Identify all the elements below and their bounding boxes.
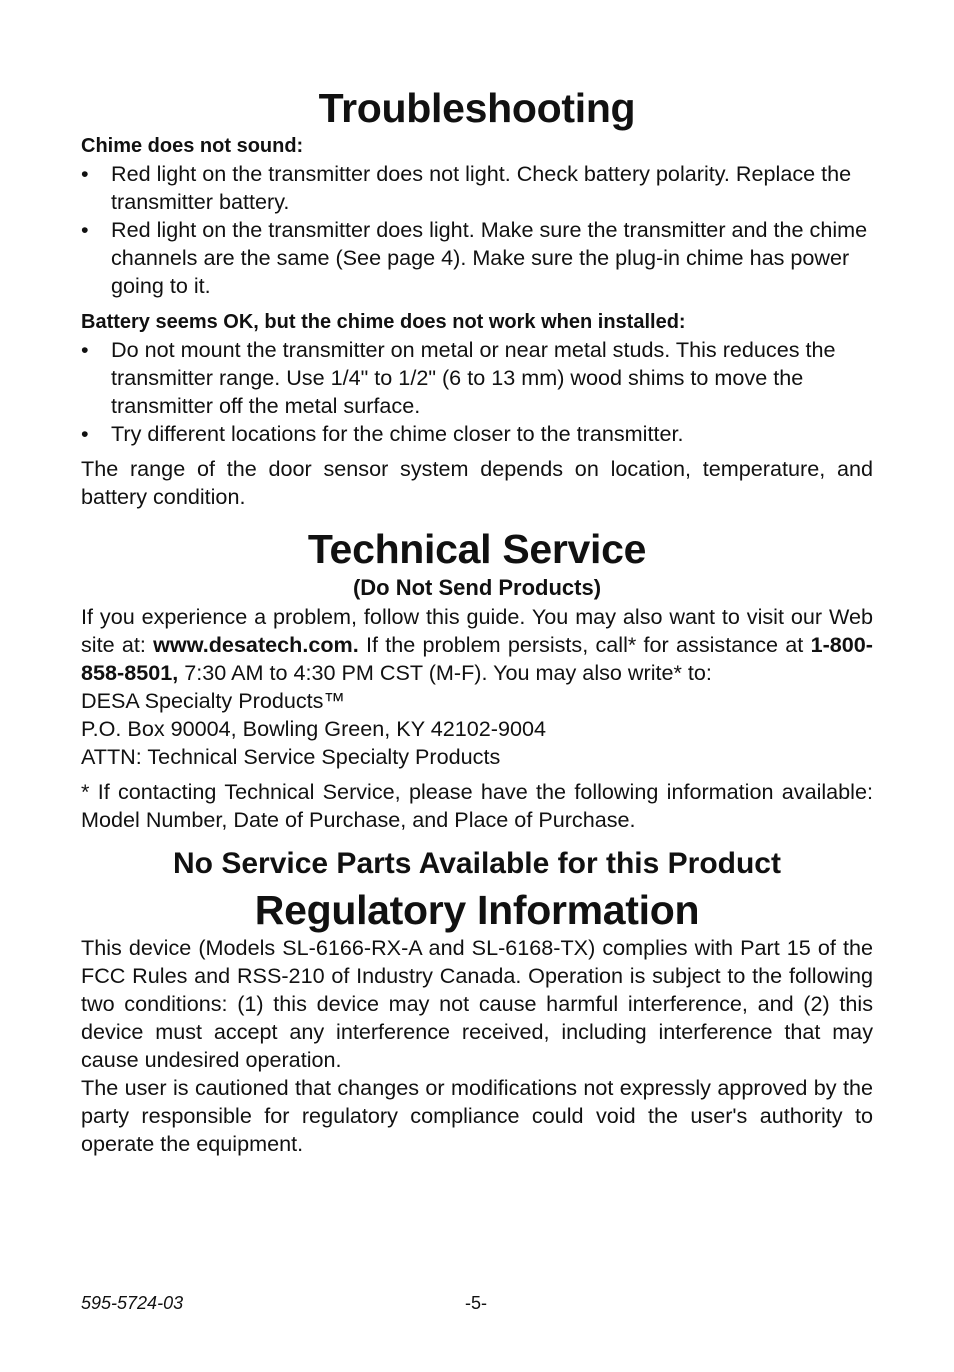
bullet-icon: • [81, 337, 89, 362]
bullet-icon: • [81, 217, 89, 242]
no-service-parts-heading: No Service Parts Available for this Product [173, 847, 781, 880]
battery-ok-list [81, 336, 873, 448]
bullet-icon: • [81, 161, 89, 186]
intro-text: 7:30 AM to 4:30 PM CST (M-F). You may also write* to: [178, 660, 712, 685]
regulatory-title: Regulatory Information [254, 887, 700, 933]
address-line: ATTN: Technical Service Specialty Products [81, 744, 501, 769]
regulatory-paragraph-1: This device (Models SL-6166-RX-A and SL-6168-TX) complies with Part 15 of the FCC Rules and RSS-210 of Industry Canada. Operation is subject to the following two conditions: (1) this device may not cause harmful interference, and (2) this device must accept any interference received, including interference that may cause undesired operation. [81, 935, 873, 1072]
troubleshooting-title: Troubleshooting [318, 85, 636, 131]
list-item [81, 420, 873, 448]
chime-no-sound-heading: Chime does not sound: [81, 135, 304, 157]
intro-text: If you experience a problem, follow this guide. You may also want to visit our Web site at: [81, 604, 873, 657]
bullet-icon: • [81, 421, 89, 446]
technical-service-subtitle: (Do Not Send Products) [352, 575, 602, 600]
battery-ok-heading: Battery seems OK, but the chime does not work when installed: [81, 311, 686, 333]
list-item [81, 160, 873, 216]
list-item [81, 216, 873, 300]
address-line: DESA Specialty Products™ [81, 688, 346, 713]
technical-service-title: Technical Service [307, 526, 647, 572]
intro-text: If the problem persists, call* for assistance at [358, 632, 811, 657]
page-number: -5- [465, 1293, 487, 1313]
list-item-text: Red light on the transmitter does light. Make sure the transmitter and the chime channels are the same (See page 4). Make sure the plug-in chime has power going to it. [111, 217, 868, 298]
list-item [81, 336, 873, 420]
list-item-text: Red light on the transmitter does not light. Check battery polarity. Replace the transmitter battery. [111, 161, 852, 214]
chime-no-sound-list [81, 160, 873, 300]
list-item-text: Do not mount the transmitter on metal or near metal studs. This reduces the transmitter range. Use 1/4" to 1/2" (6 to 13 mm) wood shims to move the transmitter off the metal surface. [111, 337, 836, 418]
technical-service-intro [81, 603, 873, 687]
document-page [81, 0, 873, 1158]
range-note: The range of the door sensor system depends on location, temperature, and battery condition. [81, 456, 873, 509]
phone-number: 1-800-858-8501, [81, 632, 873, 685]
website-link[interactable]: www.desatech.com. [153, 632, 359, 657]
list-item-text: Try different locations for the chime closer to the transmitter. [111, 421, 684, 446]
address-line: P.O. Box 90004, Bowling Green, KY 42102-9004 [81, 716, 546, 741]
contact-note: * If contacting Technical Service, please have the following information available: Model Number, Date of Purchase, and Place of Purchase. [81, 779, 873, 832]
document-code: 595-5724-03 [81, 1293, 184, 1313]
regulatory-paragraph-2: The user is cautioned that changes or modifications not expressly approved by the party responsible for regulatory compliance could void the user's authority to operate the equipment. [81, 1075, 873, 1156]
